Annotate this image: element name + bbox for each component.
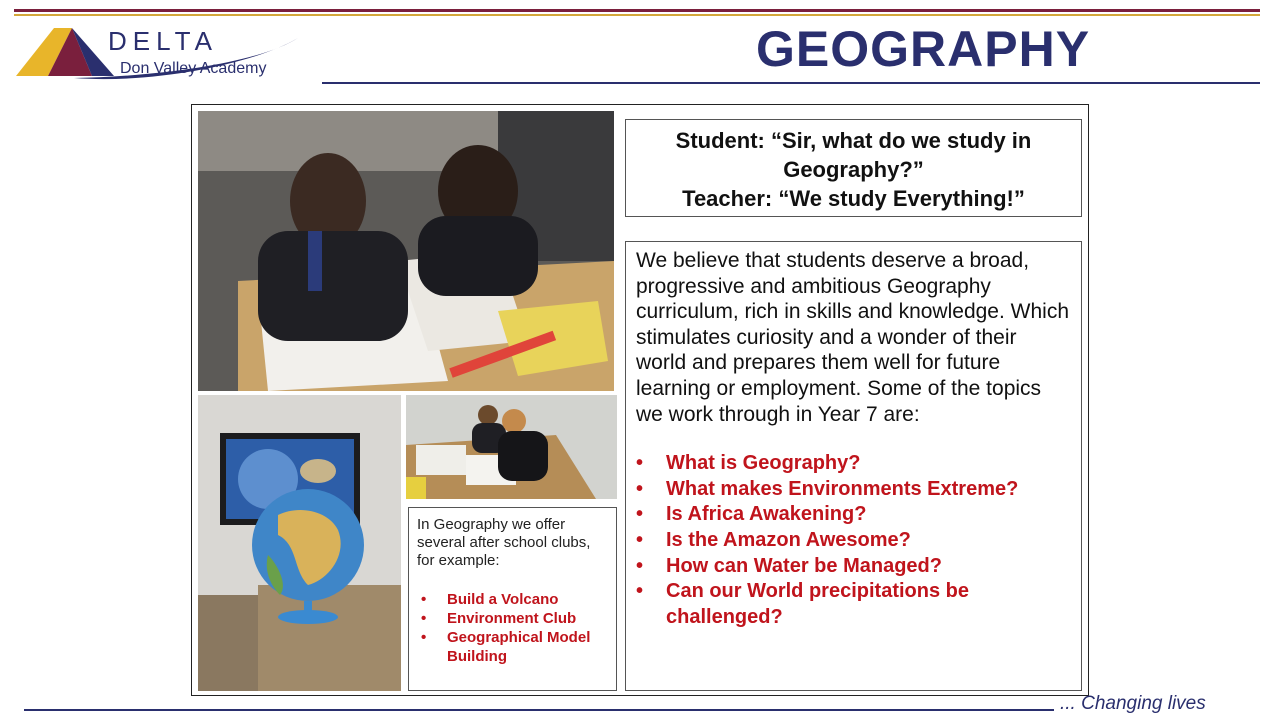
clubs-intro-text: In Geography we offer several after school clubs, for example:	[417, 516, 591, 569]
student-quote-line-1: Student: “Sir, what do we study in	[675, 128, 1032, 153]
teacher-quote-line: Teacher: “We study Everything!”	[682, 186, 1025, 211]
page-title: GEOGRAPHY	[756, 21, 1091, 77]
student-quote-line-2: Geography?”	[783, 157, 924, 182]
content-frame	[191, 104, 1089, 696]
footer-tagline: ... Changing lives	[1060, 693, 1206, 714]
belief-statement: We believe that students deserve a broad, progressive and ambitious Geography curriculum, rich in skills and knowledge. Which stimulates curiosity and a wonder of their world and prepares them well for future learning or employment. Some of the topics we work through in Year 7 are:	[636, 249, 1069, 426]
list-item: • What is Geography?	[636, 451, 1071, 477]
student-teacher-quote-box	[625, 119, 1082, 217]
students-group-work-photo	[406, 395, 617, 499]
classroom-students-writing-photo	[198, 111, 614, 391]
list-item: • What makes Environments Extreme?	[636, 477, 1071, 503]
logo-name: DELTA	[108, 26, 218, 56]
list-item: • How can Water be Managed?	[636, 554, 1071, 580]
academy-logo	[14, 24, 304, 84]
top-gold-line	[14, 14, 1260, 16]
after-school-clubs-box	[408, 507, 617, 691]
title-underline	[322, 82, 1260, 84]
list-item: • Can our World precipitations be challenged?	[636, 579, 1071, 630]
list-item: • Build a Volcano	[417, 590, 608, 609]
list-item: • Is Africa Awakening?	[636, 502, 1071, 528]
globe-and-screen-photo	[198, 395, 401, 691]
clubs-list	[417, 590, 608, 666]
list-item: • Environment Club	[417, 609, 608, 628]
list-item: • Is the Amazon Awesome?	[636, 528, 1071, 554]
year7-topics-list	[636, 451, 1071, 630]
footer-line	[24, 709, 1054, 711]
top-maroon-line	[14, 9, 1260, 12]
curriculum-belief-box	[625, 241, 1082, 691]
logo-subtitle: Don Valley Academy	[120, 60, 267, 77]
list-item: • Geographical Model Building	[417, 628, 608, 666]
